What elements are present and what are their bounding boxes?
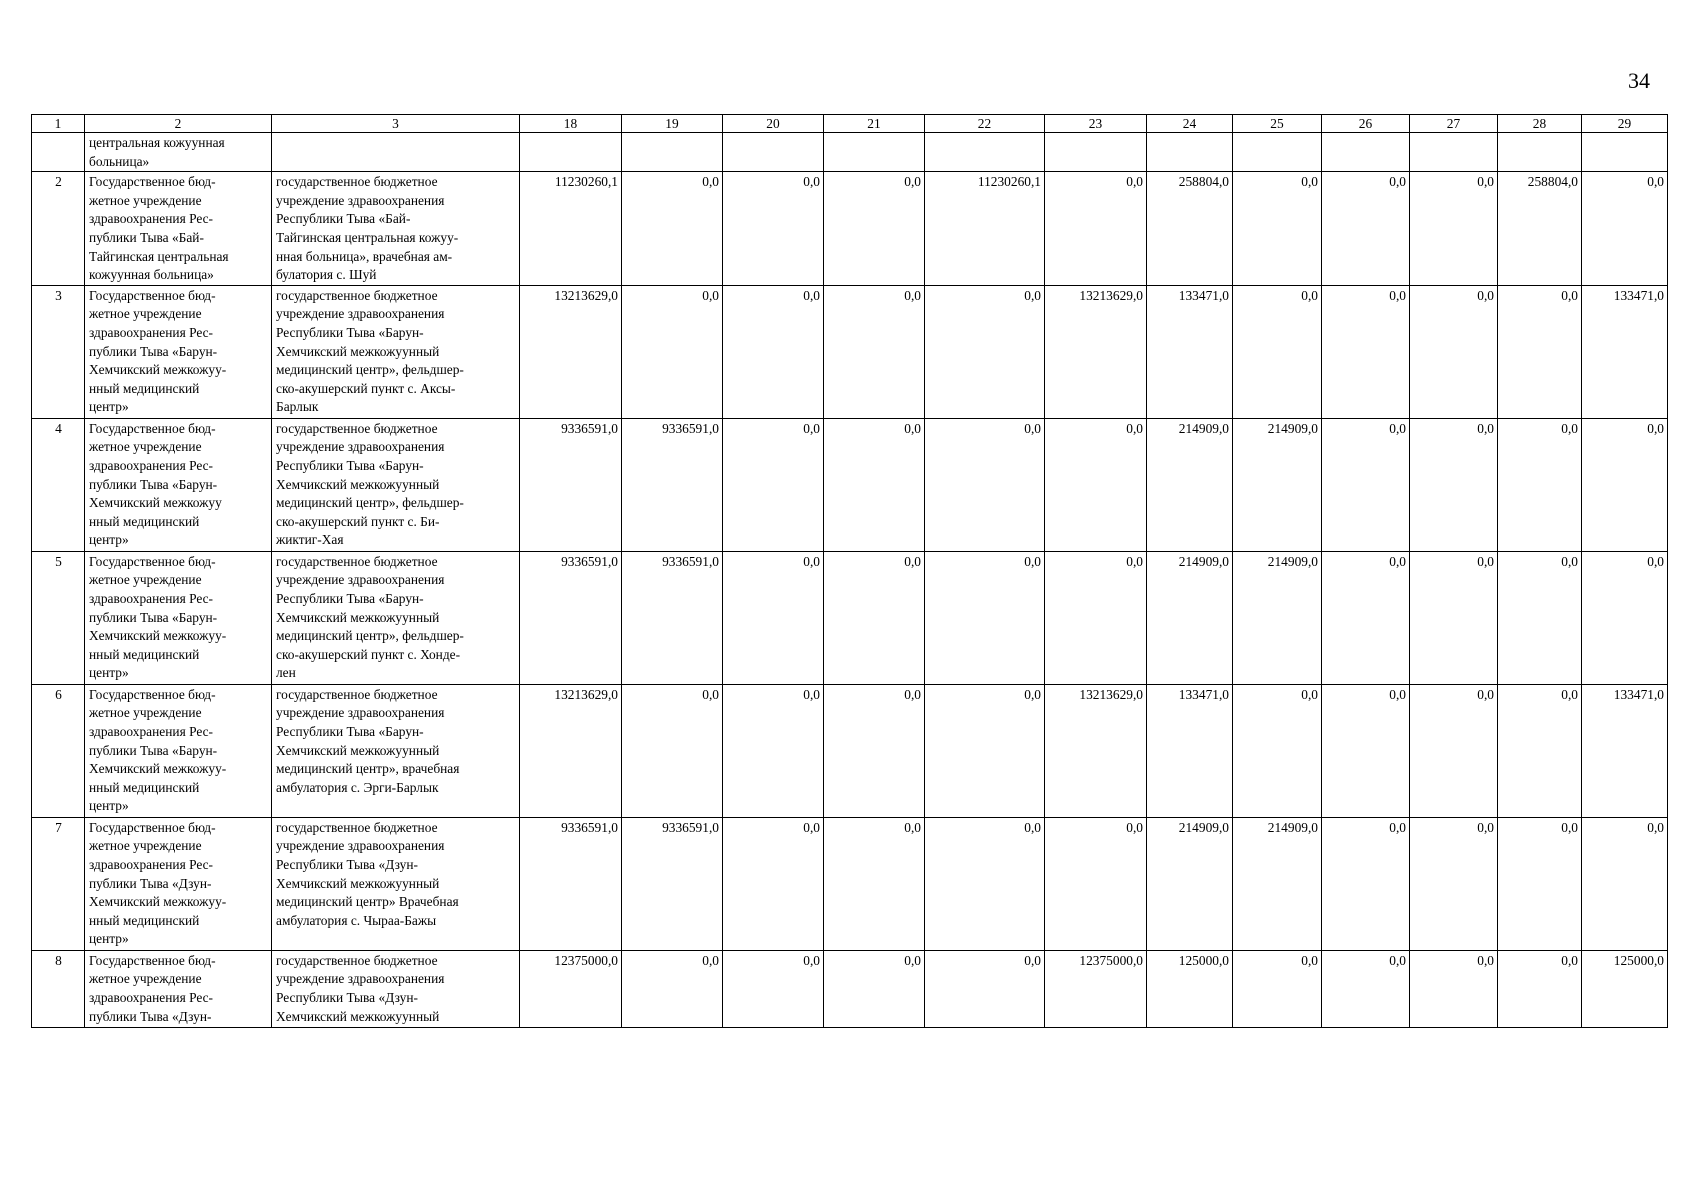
row-number-cell: 3	[32, 285, 85, 418]
value-cell: 0,0	[723, 285, 824, 418]
column-header: 22	[925, 115, 1045, 133]
value-cell: 0,0	[1410, 418, 1498, 551]
value-cell: 0,0	[622, 950, 723, 1027]
facility-cell	[272, 133, 520, 172]
value-cell: 133471,0	[1582, 684, 1668, 817]
value-cell: 0,0	[723, 817, 824, 950]
row-number-cell: 2	[32, 172, 85, 286]
value-cell: 125000,0	[1147, 950, 1233, 1027]
value-cell: 0,0	[925, 551, 1045, 684]
value-cell: 0,0	[1045, 817, 1147, 950]
facility-cell: государственное бюджетное учреждение здравоохранения Республики Тыва «Бай- Тайгинская центральная кожуу- нная больница», врачебная ам- булатория с. Шуй	[272, 172, 520, 286]
value-cell: 214909,0	[1233, 817, 1322, 950]
value-cell: 0,0	[1233, 950, 1322, 1027]
value-cell: 11230260,1	[925, 172, 1045, 286]
table-row	[32, 418, 1668, 551]
value-cell: 0,0	[1410, 817, 1498, 950]
value-cell	[925, 133, 1045, 172]
value-cell: 12375000,0	[520, 950, 622, 1027]
value-cell	[824, 133, 925, 172]
column-header: 21	[824, 115, 925, 133]
value-cell	[1322, 133, 1410, 172]
column-header: 2	[85, 115, 272, 133]
value-cell: 0,0	[1498, 551, 1582, 684]
table-row	[32, 817, 1668, 950]
value-cell: 0,0	[1322, 817, 1410, 950]
value-cell: 0,0	[723, 172, 824, 286]
value-cell: 214909,0	[1147, 551, 1233, 684]
value-cell: 0,0	[1582, 817, 1668, 950]
institution-cell: Государственное бюд- жетное учреждение здравоохранения Рес- публики Тыва «Барун- Хемчикский межкожуу- нный медицинский центр»	[85, 551, 272, 684]
value-cell: 0,0	[1322, 684, 1410, 817]
column-header: 20	[723, 115, 824, 133]
value-cell: 0,0	[925, 950, 1045, 1027]
table-row	[32, 551, 1668, 684]
value-cell: 0,0	[622, 172, 723, 286]
value-cell: 0,0	[1410, 684, 1498, 817]
value-cell: 0,0	[1322, 172, 1410, 286]
facility-cell: государственное бюджетное учреждение здравоохранения Республики Тыва «Дзун- Хемчикский межкожуунный	[272, 950, 520, 1027]
value-cell: 13213629,0	[1045, 684, 1147, 817]
value-cell: 0,0	[622, 684, 723, 817]
value-cell: 0,0	[824, 285, 925, 418]
value-cell: 0,0	[1233, 172, 1322, 286]
value-cell	[520, 133, 622, 172]
value-cell: 0,0	[1233, 684, 1322, 817]
institution-cell: Государственное бюд- жетное учреждение здравоохранения Рес- публики Тыва «Дзун- Хемчикский межкожуу- нный медицинский центр»	[85, 817, 272, 950]
value-cell: 214909,0	[1233, 418, 1322, 551]
value-cell: 0,0	[1233, 285, 1322, 418]
value-cell: 0,0	[1498, 817, 1582, 950]
value-cell: 0,0	[1582, 172, 1668, 286]
value-cell: 125000,0	[1582, 950, 1668, 1027]
table-row	[32, 285, 1668, 418]
value-cell: 0,0	[1498, 950, 1582, 1027]
value-cell: 0,0	[824, 418, 925, 551]
row-number-cell	[32, 133, 85, 172]
value-cell: 0,0	[925, 817, 1045, 950]
column-number-row	[32, 115, 1668, 133]
value-cell: 0,0	[925, 285, 1045, 418]
value-cell: 0,0	[1498, 684, 1582, 817]
value-cell: 0,0	[1322, 551, 1410, 684]
table-body	[32, 133, 1668, 1028]
value-cell: 0,0	[824, 950, 925, 1027]
value-cell	[1582, 133, 1668, 172]
value-cell: 0,0	[1045, 172, 1147, 286]
value-cell: 9336591,0	[622, 817, 723, 950]
value-cell: 0,0	[1410, 285, 1498, 418]
value-cell: 0,0	[1322, 950, 1410, 1027]
column-header: 24	[1147, 115, 1233, 133]
column-header: 19	[622, 115, 723, 133]
column-header: 28	[1498, 115, 1582, 133]
value-cell: 9336591,0	[520, 817, 622, 950]
value-cell: 0,0	[1322, 418, 1410, 551]
value-cell: 9336591,0	[520, 418, 622, 551]
value-cell: 0,0	[1498, 418, 1582, 551]
table-row	[32, 950, 1668, 1027]
value-cell: 0,0	[925, 418, 1045, 551]
facility-cell: государственное бюджетное учреждение здравоохранения Республики Тыва «Барун- Хемчикский межкожуунный медицинский центр», врачебная амбулатория с. Эрги-Барлык	[272, 684, 520, 817]
column-header: 26	[1322, 115, 1410, 133]
row-number-cell: 8	[32, 950, 85, 1027]
value-cell: 13213629,0	[1045, 285, 1147, 418]
value-cell: 214909,0	[1147, 817, 1233, 950]
value-cell: 12375000,0	[1045, 950, 1147, 1027]
value-cell: 0,0	[723, 950, 824, 1027]
column-header: 3	[272, 115, 520, 133]
value-cell	[1045, 133, 1147, 172]
value-cell: 133471,0	[1582, 285, 1668, 418]
row-number-cell: 6	[32, 684, 85, 817]
column-header: 1	[32, 115, 85, 133]
institution-cell: Государственное бюд- жетное учреждение здравоохранения Рес- публики Тыва «Барун- Хемчикский межкожуу- нный медицинский центр»	[85, 285, 272, 418]
value-cell: 0,0	[1045, 551, 1147, 684]
column-header: 23	[1045, 115, 1147, 133]
column-header: 25	[1233, 115, 1322, 133]
row-number-cell: 4	[32, 418, 85, 551]
facility-cell: государственное бюджетное учреждение здравоохранения Республики Тыва «Барун- Хемчикский межкожуунный медицинский центр», фельдшер- ско-акушерский пункт с. Хонде- лен	[272, 551, 520, 684]
value-cell: 0,0	[925, 684, 1045, 817]
value-cell	[1233, 133, 1322, 172]
value-cell: 9336591,0	[622, 418, 723, 551]
row-number-cell: 7	[32, 817, 85, 950]
value-cell	[723, 133, 824, 172]
value-cell: 0,0	[1498, 285, 1582, 418]
value-cell: 133471,0	[1147, 684, 1233, 817]
value-cell: 11230260,1	[520, 172, 622, 286]
row-number-cell: 5	[32, 551, 85, 684]
facility-cell: государственное бюджетное учреждение здравоохранения Республики Тыва «Барун- Хемчикский межкожуунный медицинский центр», фельдшер- ско-акушерский пункт с. Би- жиктиг-Хая	[272, 418, 520, 551]
value-cell: 0,0	[1322, 285, 1410, 418]
value-cell: 258804,0	[1147, 172, 1233, 286]
value-cell: 214909,0	[1147, 418, 1233, 551]
value-cell	[1410, 133, 1498, 172]
table-row	[32, 133, 1668, 172]
value-cell: 133471,0	[1147, 285, 1233, 418]
value-cell: 214909,0	[1233, 551, 1322, 684]
institution-cell: Государственное бюд- жетное учреждение здравоохранения Рес- публики Тыва «Барун- Хемчикский межкожуу нный медицинский центр»	[85, 418, 272, 551]
facility-cell: государственное бюджетное учреждение здравоохранения Республики Тыва «Дзун- Хемчикский межкожуунный медицинский центр» Врачебная амбулатория с. Чыраа-Бажы	[272, 817, 520, 950]
institution-cell: Государственное бюд- жетное учреждение здравоохранения Рес- публики Тыва «Бай- Тайгинская центральная кожуунная больница»	[85, 172, 272, 286]
value-cell: 0,0	[723, 551, 824, 684]
value-cell: 0,0	[723, 684, 824, 817]
value-cell: 9336591,0	[520, 551, 622, 684]
value-cell: 0,0	[1410, 551, 1498, 684]
value-cell	[622, 133, 723, 172]
institution-cell: Государственное бюд- жетное учреждение здравоохранения Рес- публики Тыва «Барун- Хемчикский межкожуу- нный медицинский центр»	[85, 684, 272, 817]
table-row	[32, 684, 1668, 817]
column-header: 18	[520, 115, 622, 133]
value-cell: 0,0	[824, 817, 925, 950]
value-cell: 0,0	[1582, 551, 1668, 684]
column-header: 27	[1410, 115, 1498, 133]
value-cell: 0,0	[723, 418, 824, 551]
value-cell: 0,0	[1410, 950, 1498, 1027]
value-cell	[1147, 133, 1233, 172]
value-cell: 0,0	[824, 172, 925, 286]
page-number: 34	[1628, 68, 1650, 93]
value-cell: 0,0	[1582, 418, 1668, 551]
column-header: 29	[1582, 115, 1668, 133]
value-cell	[1498, 133, 1582, 172]
value-cell: 0,0	[1045, 418, 1147, 551]
value-cell: 13213629,0	[520, 285, 622, 418]
value-cell: 0,0	[622, 285, 723, 418]
value-cell: 0,0	[824, 551, 925, 684]
institution-cell: центральная кожуунная больница»	[85, 133, 272, 172]
funding-table	[31, 114, 1668, 1028]
value-cell: 0,0	[1410, 172, 1498, 286]
value-cell: 258804,0	[1498, 172, 1582, 286]
table-row	[32, 172, 1668, 286]
facility-cell: государственное бюджетное учреждение здравоохранения Республики Тыва «Барун- Хемчикский межкожуунный медицинский центр», фельдшер- ско-акушерский пункт с. Аксы- Барлык	[272, 285, 520, 418]
institution-cell: Государственное бюд- жетное учреждение здравоохранения Рес- публики Тыва «Дзун-	[85, 950, 272, 1027]
value-cell: 0,0	[824, 684, 925, 817]
value-cell: 13213629,0	[520, 684, 622, 817]
value-cell: 9336591,0	[622, 551, 723, 684]
